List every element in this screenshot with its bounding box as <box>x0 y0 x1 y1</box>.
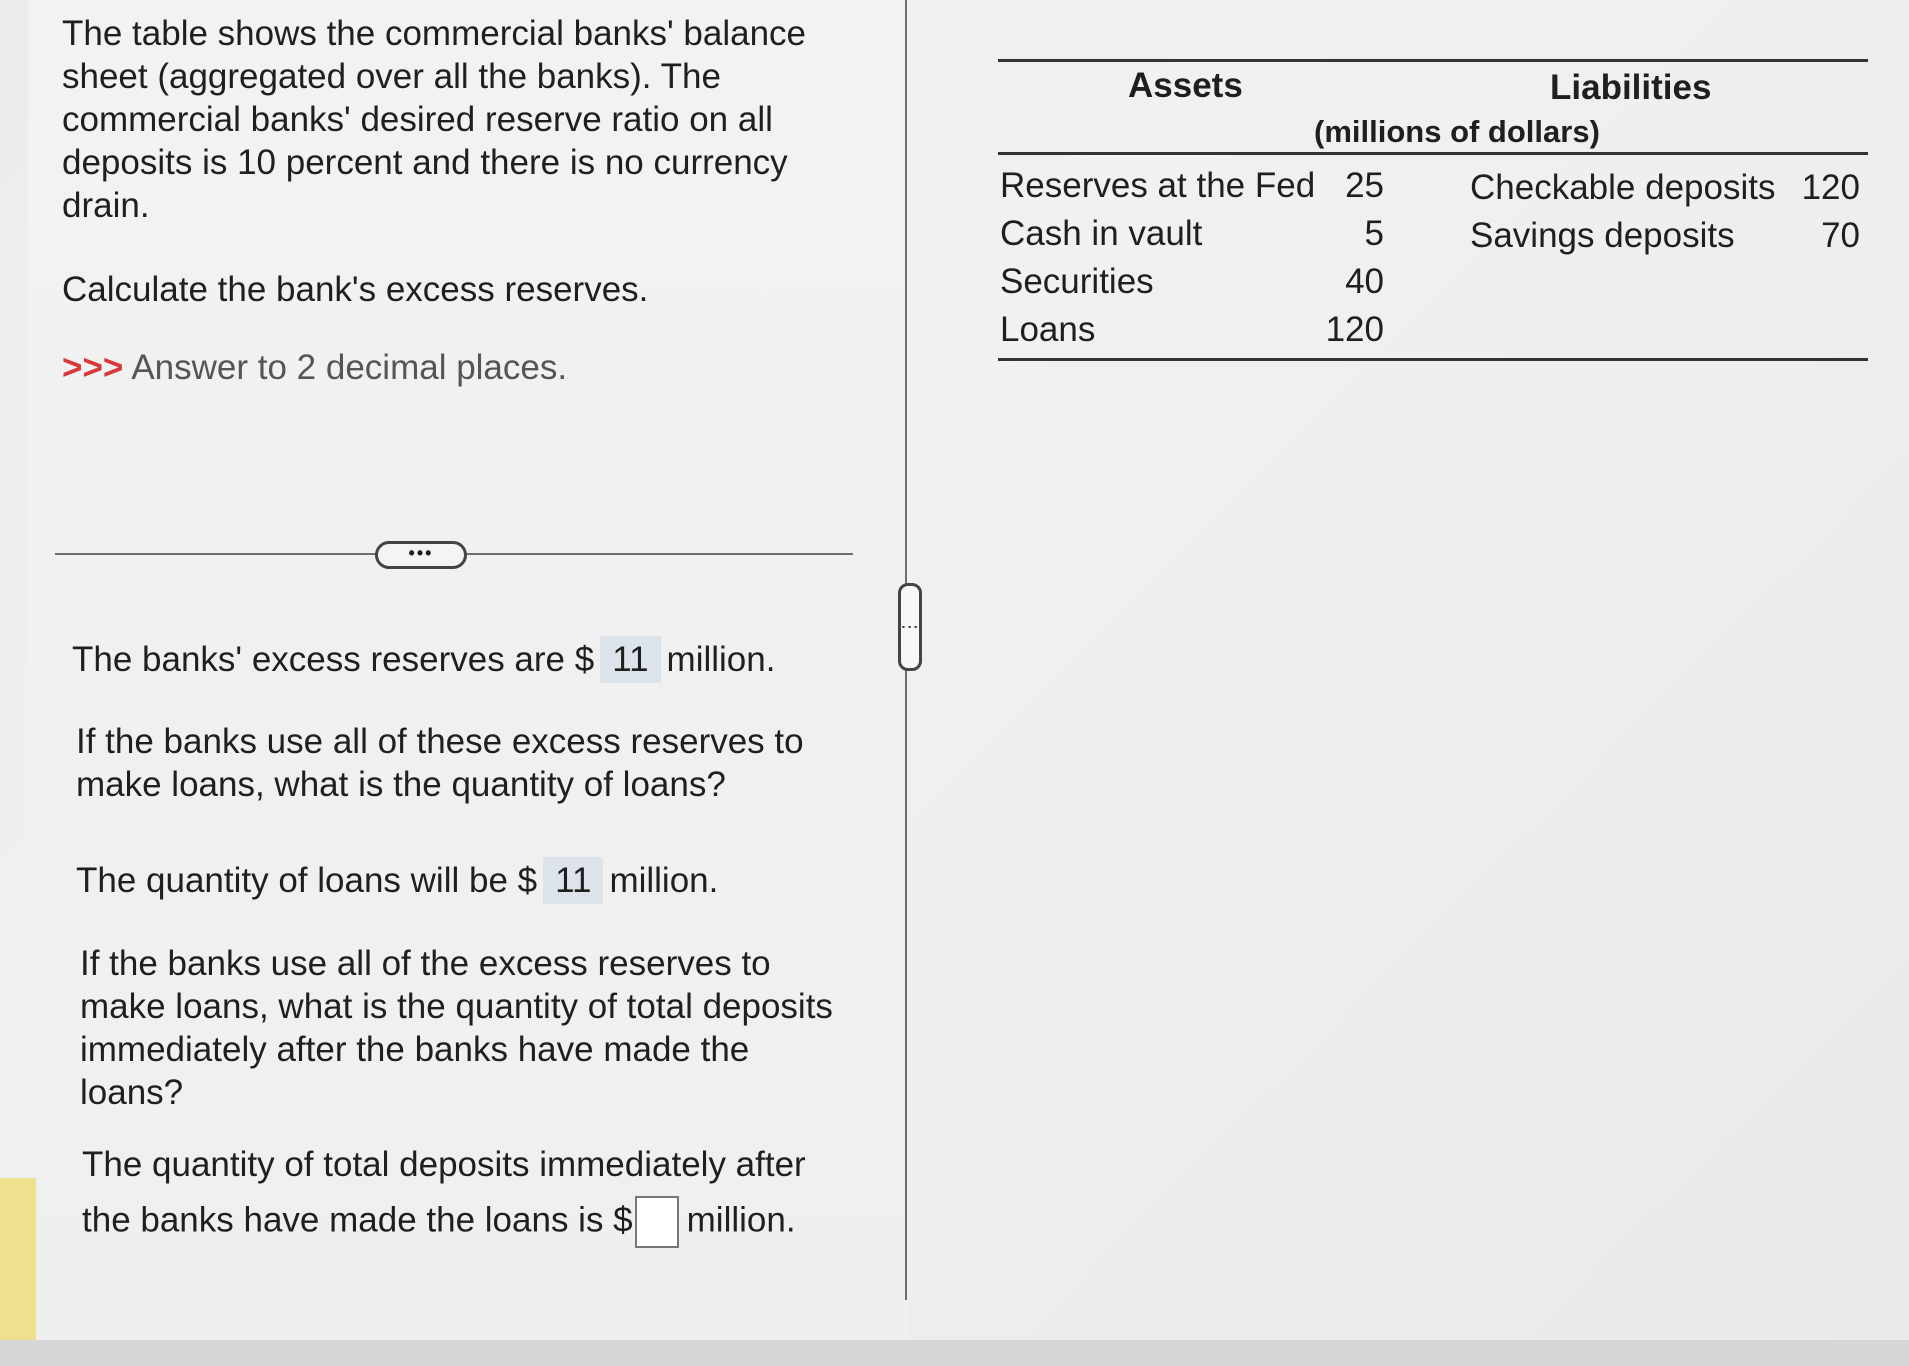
bottom-edge <box>0 1340 1909 1366</box>
table-top-rule <box>998 59 1868 62</box>
hint-text <box>62 346 567 389</box>
deposits-suffix: million. <box>686 1200 796 1240</box>
liability-label-savings: Savings deposits <box>1470 216 1735 255</box>
loans-question: If the banks use all of these excess reserves to make loans, what is the quantity of loans? <box>76 722 804 804</box>
liability-label-checkable: Checkable deposits <box>1470 168 1776 207</box>
table-bottom-rule <box>998 358 1868 361</box>
excess-reserves-answer[interactable]: 11 <box>600 636 660 683</box>
asset-label-cash: Cash in vault <box>1000 214 1203 253</box>
asset-label-loans: Loans <box>1000 310 1096 349</box>
asset-value-cash: 5 <box>1364 214 1384 253</box>
total-deposits-input[interactable] <box>635 1196 679 1248</box>
deposits-prefix: the banks have made the loans is $ <box>82 1200 633 1240</box>
assets-header: Assets <box>1128 66 1243 105</box>
deposits-question: If the banks use all of the excess reserves to make loans, what is the quantity of total deposits immediately after the banks have made the loans? <box>80 944 833 1112</box>
asset-label-securities: Securities <box>1000 262 1154 301</box>
excess-prefix: The banks' excess reserves are $ <box>72 640 595 679</box>
pane-resize-handle[interactable]: ⋮ <box>898 583 922 671</box>
units-label: (millions of dollars) <box>1314 114 1600 149</box>
hint-label: Answer to 2 decimal places. <box>131 348 568 387</box>
question-intro: The table shows the commercial banks' balance sheet (aggregated over all the banks). The commercial banks' desired reserve ratio on all deposits is 10 percent and there is no currency drain. <box>62 14 807 225</box>
excess-suffix: million. <box>666 640 776 679</box>
asset-value-loans: 120 <box>1325 310 1384 349</box>
deposits-line-1: The quantity of total deposits immediately after <box>82 1145 806 1184</box>
loans-answer[interactable]: 11 <box>543 857 603 904</box>
asset-value-securities: 40 <box>1345 262 1384 301</box>
hint-chevrons-icon: >>> <box>62 348 124 387</box>
loans-suffix: million. <box>609 861 719 900</box>
deposits-answer-line <box>82 1196 796 1248</box>
loans-answer-line <box>76 857 718 904</box>
liability-value-savings: 70 <box>1821 216 1860 255</box>
loans-prefix: The quantity of loans will be $ <box>76 861 538 900</box>
show-more-button[interactable]: ••• <box>375 541 467 569</box>
side-tab <box>0 1178 36 1348</box>
liability-value-checkable: 120 <box>1801 168 1860 207</box>
asset-value-reserves: 25 <box>1345 166 1384 205</box>
liabilities-header: Liabilities <box>1550 68 1712 107</box>
asset-label-reserves: Reserves at the Fed <box>1000 166 1316 205</box>
question-task: Calculate the bank's excess reserves. <box>62 270 649 309</box>
table-header-rule <box>998 152 1868 155</box>
excess-reserves-answer-line <box>72 636 775 683</box>
